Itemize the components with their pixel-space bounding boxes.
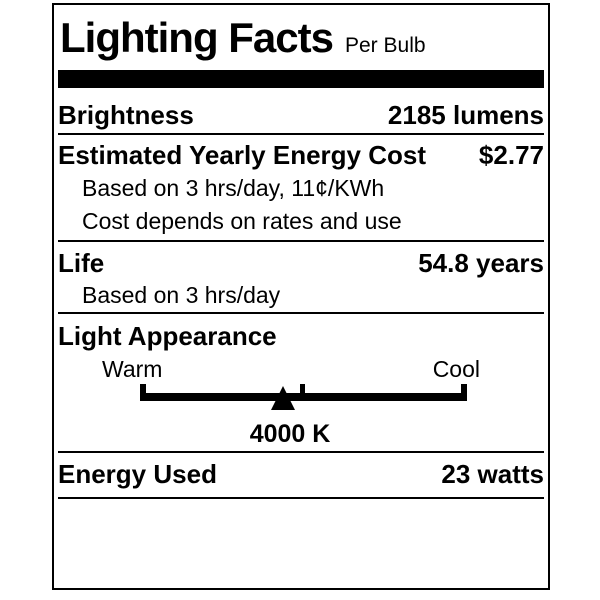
divider xyxy=(58,240,544,242)
label-header xyxy=(60,14,426,61)
brightness-label: Brightness xyxy=(58,100,194,130)
scale-left-cap xyxy=(140,384,146,401)
divider xyxy=(58,133,544,135)
life-label: Life xyxy=(58,248,105,278)
energy-cost-value: $2.77 xyxy=(478,140,544,170)
light-appearance-label: Light Appearance xyxy=(58,321,277,351)
header-separator-bar xyxy=(58,70,544,88)
energy-cost-label: Estimated Yearly Energy Cost xyxy=(58,140,427,170)
divider xyxy=(58,497,544,499)
energy-used-row xyxy=(58,461,544,487)
color-temp-marker-icon xyxy=(271,386,295,410)
energy-cost-note-usage: Based on 3 hrs/day, 11¢/KWh xyxy=(82,175,385,201)
warm-label: Warm xyxy=(102,356,163,382)
color-temperature-scale xyxy=(140,384,467,418)
life-row xyxy=(58,250,544,276)
lighting-facts-label xyxy=(52,3,550,590)
warm-cool-labels xyxy=(102,358,480,381)
brightness-row xyxy=(58,102,544,128)
energy-cost-note-rates: Cost depends on rates and use xyxy=(82,208,402,234)
divider xyxy=(58,312,544,314)
life-value: 54.8 years xyxy=(418,248,544,278)
light-appearance-row xyxy=(58,323,544,349)
energy-used-label: Energy Used xyxy=(58,459,217,489)
kelvin-value: 4000 K xyxy=(249,420,331,448)
cool-label: Cool xyxy=(432,356,480,382)
per-unit-text: Per Bulb xyxy=(345,34,426,57)
scale-right-cap xyxy=(461,384,467,401)
label-title: Lighting Facts xyxy=(60,14,333,61)
energy-used-value: 23 watts xyxy=(441,459,544,489)
scale-mid-tick xyxy=(300,384,305,401)
energy-cost-row xyxy=(58,142,544,168)
life-note-usage: Based on 3 hrs/day xyxy=(82,282,281,308)
divider xyxy=(58,451,544,453)
brightness-value: 2185 lumens xyxy=(387,100,544,130)
